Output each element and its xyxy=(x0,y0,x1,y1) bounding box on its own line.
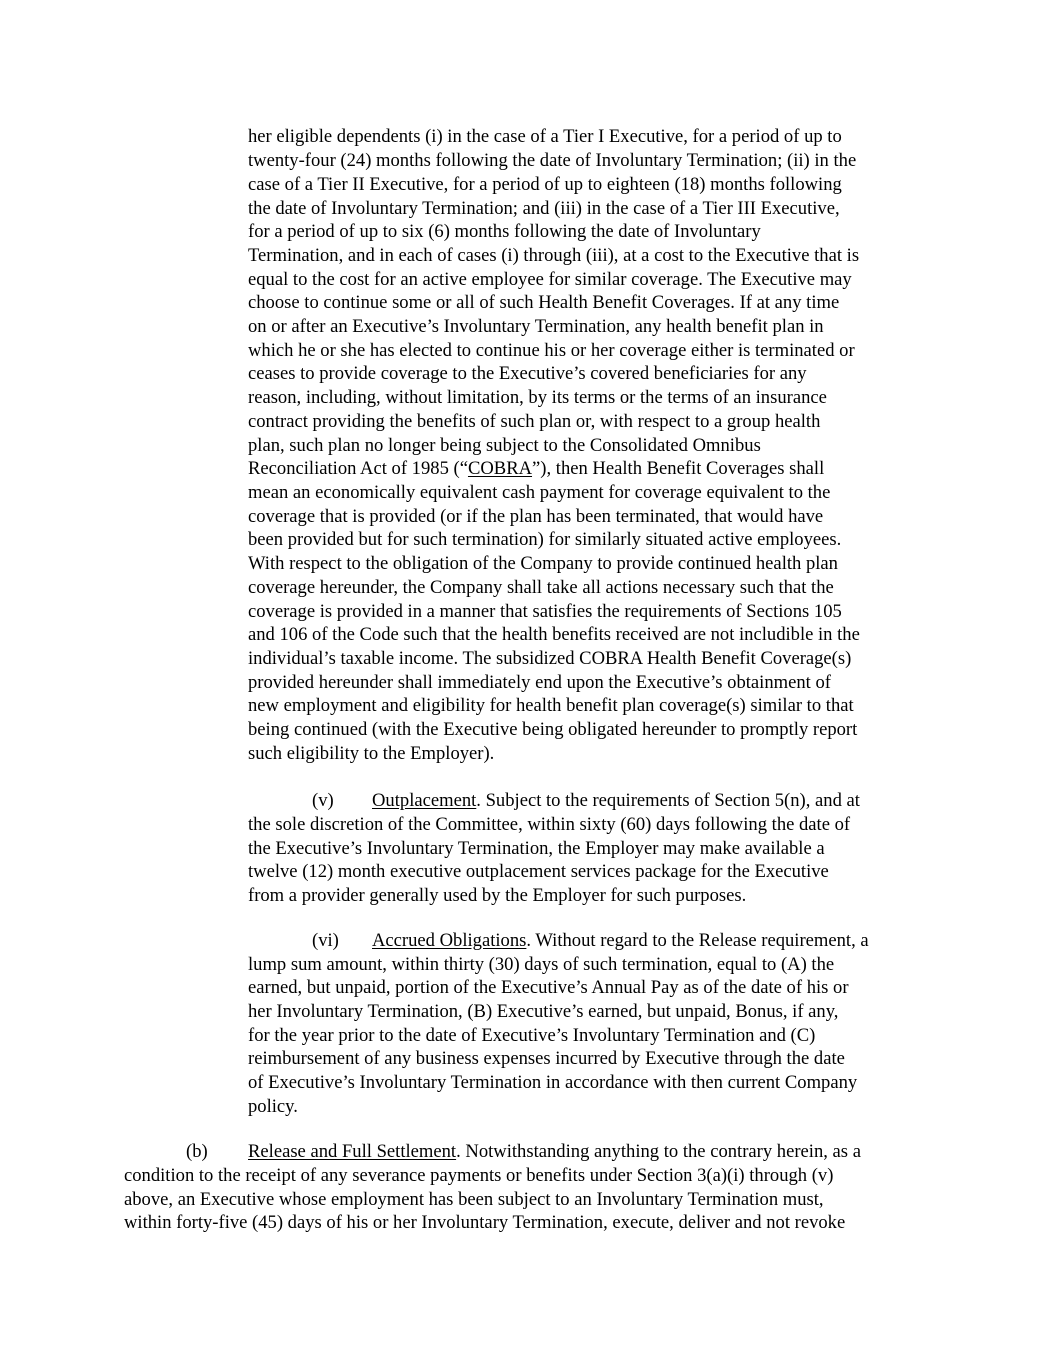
text-line: case of a Tier II Executive, for a period of up to eighteen (18) months following xyxy=(248,174,842,195)
paragraph-first-line xyxy=(372,789,860,813)
text-line: coverage is provided in a manner that satisfies the requirements of Sections 105 xyxy=(248,601,842,622)
text-line: the Executive’s Involuntary Termination, the Employer may make available a xyxy=(248,838,825,859)
text-line: the date of Involuntary Termination; and (iii) in the case of a Tier III Executive, xyxy=(248,198,840,219)
cobra-definition-line xyxy=(248,457,824,481)
section-heading: Release and Full Settlement xyxy=(248,1141,457,1162)
text-line: equal to the cost for an active employee for similar coverage. The Executive may xyxy=(248,269,852,290)
text-line: coverage that is provided (or if the plan has been terminated, that would have xyxy=(248,506,824,527)
text-line: such eligibility to the Employer). xyxy=(248,743,495,764)
text-line: Termination, and in each of cases (i) through (iii), at a cost to the Executive that is xyxy=(248,245,860,266)
text-line: individual’s taxable income. The subsidized COBRA Health Benefit Coverage(s) xyxy=(248,648,852,669)
text-line: which he or she has elected to continue his or her coverage either is terminated or xyxy=(248,340,855,361)
text-line: plan, such plan no longer being subject to the Consolidated Omnibus xyxy=(248,435,761,456)
text-line: choose to continue some or all of such Health Benefit Coverages. If at any time xyxy=(248,292,840,313)
section-heading: Accrued Obligations xyxy=(372,930,527,951)
paragraph-number: (v) xyxy=(312,790,334,811)
text-line: lump sum amount, within thirty (30) days of such termination, equal to (A) the xyxy=(248,954,835,975)
cobra-defined-term: COBRA xyxy=(467,458,533,479)
text-line: policy. xyxy=(248,1096,298,1117)
text-line: new employment and eligibility for health benefit plan coverage(s) similar to that xyxy=(248,695,854,716)
paragraph-number: (vi) xyxy=(312,930,339,951)
text-line: reason, including, without limitation, by its terms or the terms of an insurance xyxy=(248,387,827,408)
text-span: . Subject to the requirements of Section 5(n), and at xyxy=(476,790,860,811)
text-line: within forty-five (45) days of his or her Involuntary Termination, execute, deliver and not revoke xyxy=(124,1212,846,1233)
text-line: of Executive’s Involuntary Termination in accordance with then current Company xyxy=(248,1072,858,1093)
text-line: condition to the receipt of any severance payments or benefits under Section 3(a)(i) through (v) xyxy=(124,1165,834,1186)
text-line: With respect to the obligation of the Company to provide continued health plan xyxy=(248,553,838,574)
text-span: Reconciliation Act of 1985 (“ xyxy=(248,458,468,479)
text-line: from a provider generally used by the Employer for such purposes. xyxy=(248,885,747,906)
text-span: . Without regard to the Release requirement, a xyxy=(526,930,869,951)
text-line: for a period of up to six (6) months following the date of Involuntary xyxy=(248,221,761,242)
text-line: twenty-four (24) months following the date of Involuntary Termination; (ii) in the xyxy=(248,150,857,171)
text-line: earned, but unpaid, portion of the Executive’s Annual Pay as of the date of his or xyxy=(248,977,849,998)
text-line: her Involuntary Termination, (B) Executive’s earned, but unpaid, Bonus, if any, xyxy=(248,1001,839,1022)
text-line: provided hereunder shall immediately end upon the Executive’s obtainment of xyxy=(248,672,831,693)
text-line: reimbursement of any business expenses incurred by Executive through the date xyxy=(248,1048,845,1069)
paragraph-first-line xyxy=(372,929,869,953)
text-line: been provided but for such termination) for similarly situated active employees. xyxy=(248,529,842,550)
text-line: ceases to provide coverage to the Executive’s covered beneficiaries for any xyxy=(248,363,807,384)
text-line: her eligible dependents (i) in the case of a Tier I Executive, for a period of up to xyxy=(248,126,842,147)
text-line: for the year prior to the date of Executive’s Involuntary Termination and (C) xyxy=(248,1025,816,1046)
paragraph-first-line xyxy=(248,1140,861,1164)
text-line: being continued (with the Executive being obligated hereunder to promptly report xyxy=(248,719,858,740)
text-line: the sole discretion of the Committee, within sixty (60) days following the date of xyxy=(248,814,851,835)
text-line: contract providing the benefits of such plan or, with respect to a group health xyxy=(248,411,821,432)
paragraph-number: (b) xyxy=(186,1141,208,1162)
section-heading: Outplacement xyxy=(372,790,477,811)
text-line: and 106 of the Code such that the health benefits received are not includible in the xyxy=(248,624,860,645)
text-line: on or after an Executive’s Involuntary Termination, any health benefit plan in xyxy=(248,316,824,337)
text-line: mean an economically equivalent cash payment for coverage equivalent to the xyxy=(248,482,831,503)
text-span: . Notwithstanding anything to the contrary herein, as a xyxy=(456,1141,861,1162)
text-line: coverage hereunder, the Company shall take all actions necessary such that the xyxy=(248,577,834,598)
text-line: above, an Executive whose employment has been subject to an Involuntary Termination must, xyxy=(124,1189,824,1210)
text-line: twelve (12) month executive outplacement services package for the Executive xyxy=(248,861,829,882)
text-span: ”), then Health Benefit Coverages shall xyxy=(532,458,825,479)
